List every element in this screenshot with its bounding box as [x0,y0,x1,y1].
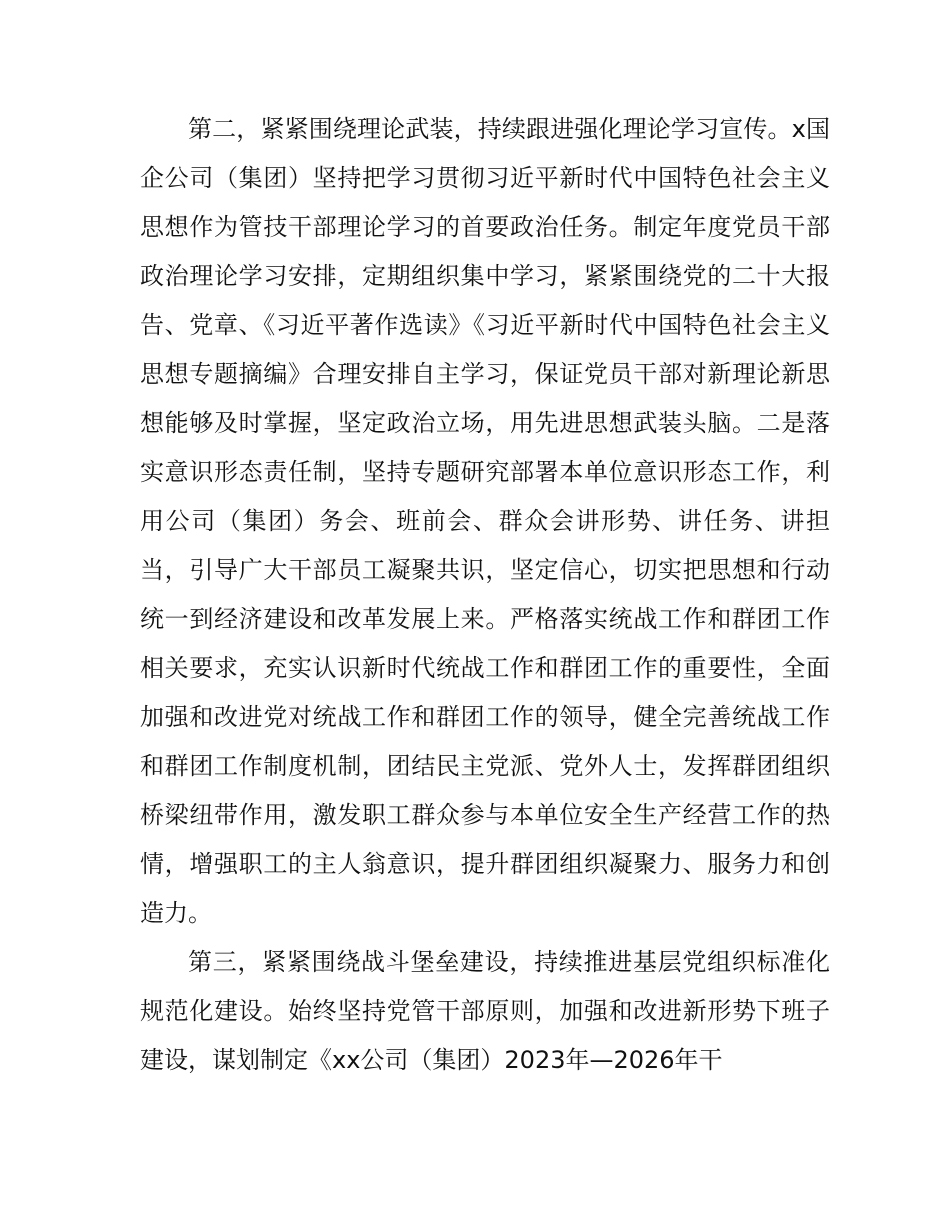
paragraph-second: 第二，紧紧围绕理论武装，持续跟进强化理论学习宣传。x国企公司（集团）坚持把学习贯彻习近平新时代中国特色社会主义思想作为管技干部理论学习的首要政治任务。制定年度党员干部政治理论学习安排，定期组织集中学习，紧紧围绕党的二十大报告、党章、《习近平著作选读》《习近平新时代中国特色社会主义思想专题摘编》合理安排自主学习，保证党员干部对新理论新思想能够及时掌握，坚定政治立场，用先进思想武装头脑。二是落实意识形态责任制，坚持专题研究部署本单位意识形态工作，利用公司（集团）务会、班前会、群众会讲形势、讲任务、讲担当，引导广大干部员工凝聚共识，坚定信心，切实把思想和行动统一到经济建设和改革发展上来。严格落实统战工作和群团工作相关要求，充实认识新时代统战工作和群团工作的重要性，全面加强和改进党对统战工作和群团工作的领导，健全完善统战工作和群团工作制度机制，团结民主党派、党外人士，发挥群团组织桥梁纽带作用，激发职工群众参与本单位安全生产经营工作的热情，增强职工的主人翁意识，提升群团组织凝聚力、服务力和创造力。 [140,115,830,927]
document-body [140,105,830,1085]
paragraph-third: 第三，紧紧围绕战斗堡垒建设，持续推进基层党组织标准化规范化建设。始终坚持党管干部原则，加强和改进新形势下班子建设，谋划制定《xx公司（集团）2023年—2026年干 [140,948,830,1074]
